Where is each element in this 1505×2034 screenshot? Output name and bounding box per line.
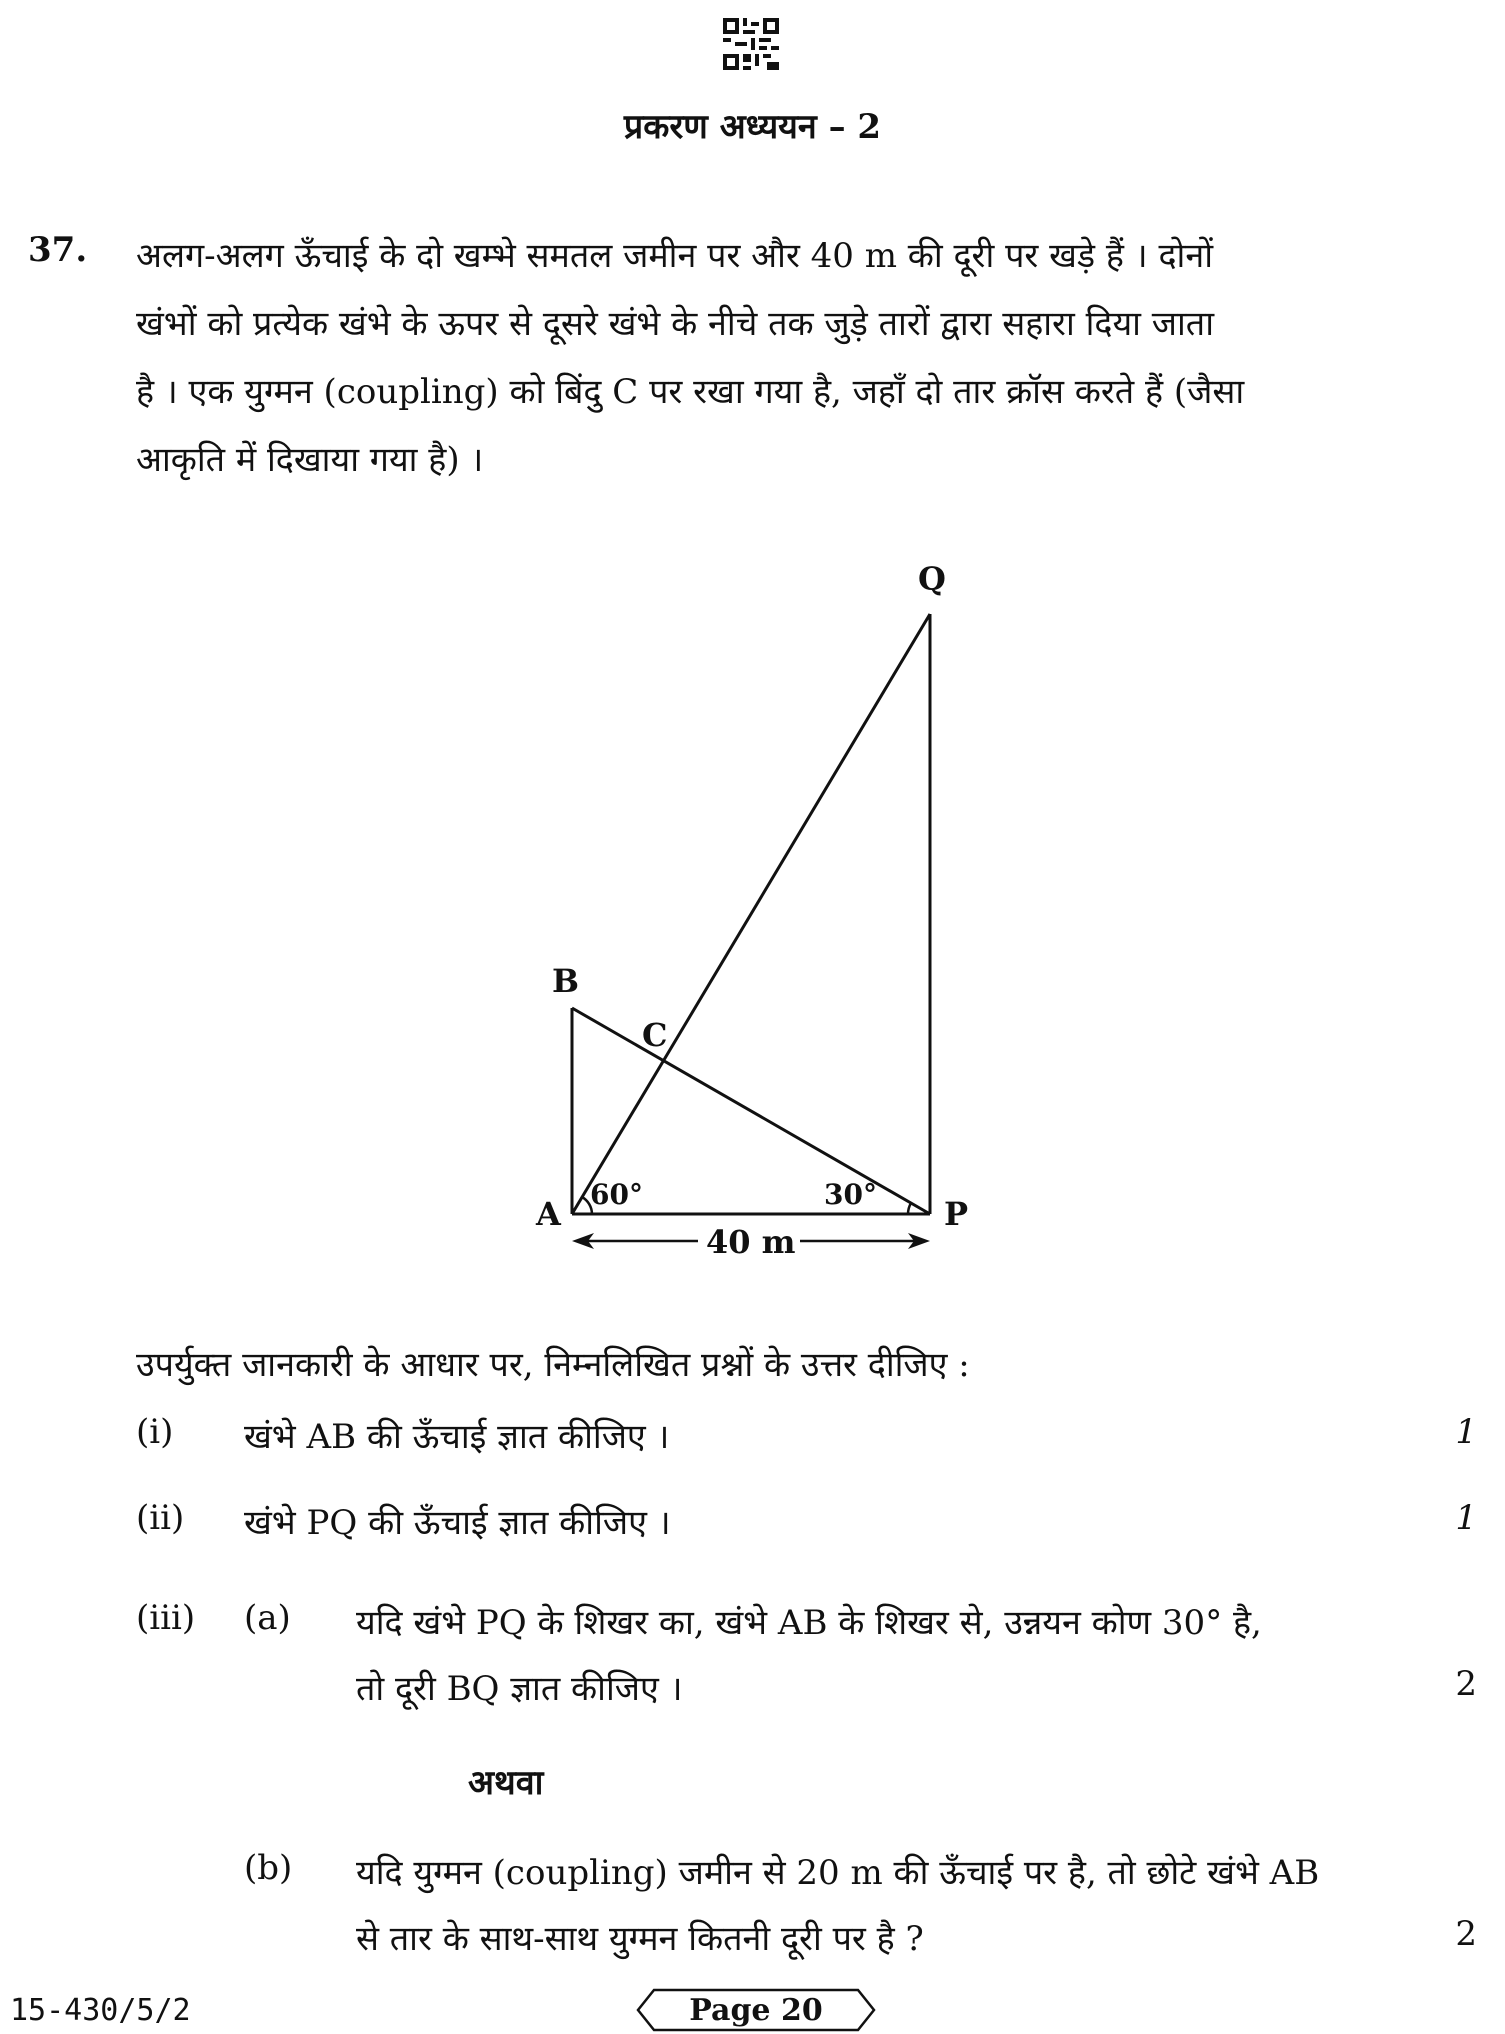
- question-line: खंभों को प्रत्येक खंभे के ऊपर से दूसरे खंभे के नीचे तक जुड़े तारों द्वारा सहारा दिया जाता: [136, 304, 1214, 344]
- label-c: C: [642, 1016, 668, 1054]
- question-line: अलग-अलग ऊँचाई के दो खम्भे समतल जमीन पर और 40 m की दूरी पर खड़े हैं । दोनों: [136, 236, 1213, 276]
- part-number: (iii): [136, 1598, 196, 1638]
- section-title: प्रकरण अध्ययन – 2: [623, 107, 882, 147]
- sub-part-label: (b): [244, 1848, 293, 1888]
- question-text: [136, 222, 1398, 494]
- angle-arc-p: [908, 1203, 911, 1214]
- part-number: (i): [136, 1412, 174, 1452]
- question-number: 37.: [28, 230, 88, 270]
- marks: 2: [1455, 1914, 1477, 1954]
- sub-part-label: (a): [244, 1598, 291, 1638]
- marks: 1: [1455, 1498, 1477, 1538]
- part-text: खंभे AB की ऊँचाई ज्ञात कीजिए ।: [244, 1417, 670, 1457]
- distance-label: 40 m: [706, 1223, 796, 1261]
- poles-diagram: [500, 540, 1000, 1280]
- page-number: Page 20: [689, 1993, 823, 2028]
- page-number-badge: [636, 1988, 876, 2032]
- part-text: खंभे PQ की ऊँचाई ज्ञात कीजिए ।: [244, 1503, 671, 1543]
- label-a: A: [536, 1195, 561, 1233]
- question-line: है । एक युग्मन (coupling) को बिंदु C पर रखा गया है, जहाँ दो तार क्रॉस करते हैं (जैसा: [136, 372, 1245, 412]
- part-text: यदि खंभे PQ के शिखर का, खंभे AB के शिखर से, उन्नयन कोण 30° है,: [356, 1603, 1262, 1643]
- label-b: B: [552, 962, 580, 1000]
- part-text: तो दूरी BQ ज्ञात कीजिए ।: [356, 1669, 683, 1709]
- qr-code-icon: [723, 18, 779, 70]
- question-line: आकृति में दिखाया गया है) ।: [136, 440, 484, 480]
- marks: 2: [1455, 1664, 1477, 1704]
- part-text: से तार के साथ-साथ युग्मन कितनी दूरी पर है ?: [356, 1919, 924, 1959]
- label-p: P: [944, 1195, 969, 1233]
- wire-aq: [572, 614, 930, 1214]
- part-number: (ii): [136, 1498, 185, 1538]
- instructions: उपर्युक्त जानकारी के आधार पर, निम्नलिखित प्रश्नों के उत्तर दीजिए :: [136, 1345, 970, 1385]
- label-q: Q: [918, 560, 946, 598]
- angle-label-p: 30°: [824, 1178, 877, 1211]
- or-separator: अथवा: [468, 1763, 544, 1803]
- angle-label-a: 60°: [590, 1178, 643, 1211]
- part-text: यदि युग्मन (coupling) जमीन से 20 m की ऊँचाई पर है, तो छोटे खंभे AB: [356, 1853, 1320, 1893]
- marks: 1: [1455, 1412, 1477, 1452]
- paper-code: 15-430/5/2: [10, 1993, 191, 2028]
